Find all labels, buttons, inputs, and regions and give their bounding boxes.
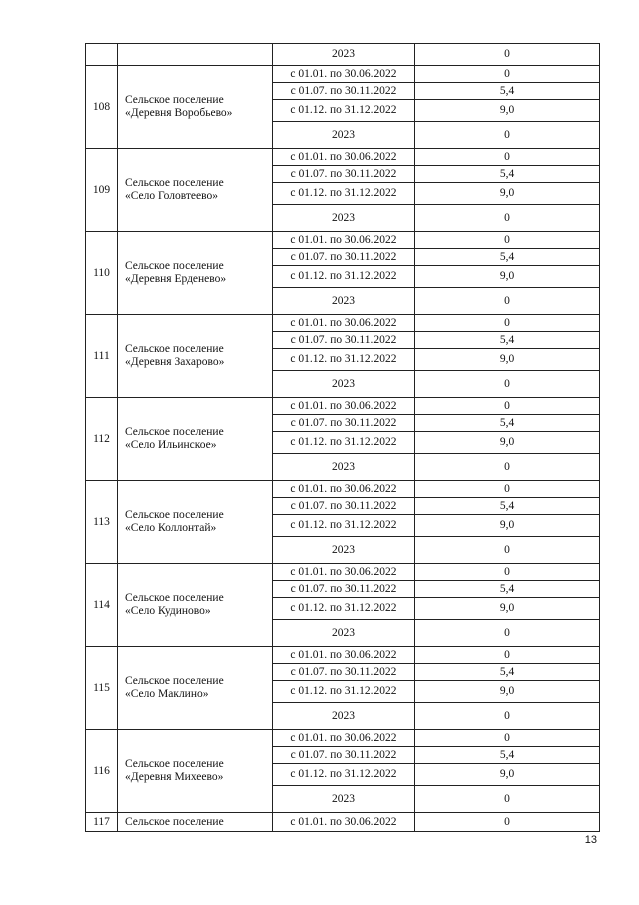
tariff-table — [85, 43, 600, 832]
settlement-name: «Деревня Захарово» — [125, 356, 225, 368]
value-cell: 0 — [415, 122, 600, 149]
settlement-type: Сельское поселение — [125, 426, 224, 438]
value-cell: 0 — [415, 398, 600, 415]
settlement-name-cell — [118, 730, 273, 813]
settlement-name-cell — [118, 149, 273, 232]
number-cell: 116 — [86, 730, 118, 813]
value-cell: 0 — [415, 315, 600, 332]
period-cell: 2023 — [273, 537, 415, 564]
period-cell: с 01.12. по 31.12.2022 — [273, 183, 415, 205]
number-cell: 112 — [86, 398, 118, 481]
settlement-name: «Село Головтеево» — [125, 190, 218, 202]
table-row — [86, 66, 600, 83]
settlement-name: «Село Ильинское» — [125, 439, 217, 451]
table-row — [86, 232, 600, 249]
value-cell: 5,4 — [415, 498, 600, 515]
table-row — [86, 315, 600, 332]
period-cell: с 01.07. по 30.11.2022 — [273, 415, 415, 432]
period-cell: с 01.12. по 31.12.2022 — [273, 681, 415, 703]
period-cell: с 01.01. по 30.06.2022 — [273, 315, 415, 332]
value-cell: 9,0 — [415, 598, 600, 620]
value-cell: 0 — [415, 44, 600, 66]
settlement-name-cell — [118, 232, 273, 315]
value-cell: 0 — [415, 454, 600, 481]
settlement-name-cell — [118, 813, 273, 832]
period-cell: 2023 — [273, 44, 415, 66]
number-cell: 111 — [86, 315, 118, 398]
period-cell: с 01.12. по 31.12.2022 — [273, 266, 415, 288]
settlement-name-cell — [118, 398, 273, 481]
settlement-type: Сельское поселение — [125, 343, 224, 355]
period-cell: с 01.01. по 30.06.2022 — [273, 730, 415, 747]
value-cell: 5,4 — [415, 249, 600, 266]
period-cell: с 01.07. по 30.11.2022 — [273, 166, 415, 183]
settlement-name-cell — [118, 564, 273, 647]
period-cell: с 01.07. по 30.11.2022 — [273, 664, 415, 681]
number-cell: 115 — [86, 647, 118, 730]
period-cell: с 01.12. по 31.12.2022 — [273, 432, 415, 454]
period-cell: 2023 — [273, 205, 415, 232]
number-cell: 114 — [86, 564, 118, 647]
period-cell: с 01.01. по 30.06.2022 — [273, 481, 415, 498]
settlement-type: Сельское поселение — [125, 592, 224, 604]
value-cell: 9,0 — [415, 515, 600, 537]
value-cell: 0 — [415, 703, 600, 730]
table-row — [86, 481, 600, 498]
page-number: 13 — [584, 834, 597, 846]
number-cell: 117 — [86, 813, 118, 832]
settlement-type: Сельское поселение — [125, 509, 224, 521]
period-cell: с 01.01. по 30.06.2022 — [273, 66, 415, 83]
value-cell: 0 — [415, 813, 600, 832]
period-cell: с 01.01. по 30.06.2022 — [273, 149, 415, 166]
value-cell: 0 — [415, 647, 600, 664]
period-cell: с 01.07. по 30.11.2022 — [273, 249, 415, 266]
period-cell: 2023 — [273, 703, 415, 730]
settlement-type: Сельское поселение — [125, 675, 224, 687]
number-cell: 110 — [86, 232, 118, 315]
settlement-name: «Деревня Воробьево» — [125, 107, 233, 119]
value-cell: 0 — [415, 537, 600, 564]
settlement-type: Сельское поселение — [125, 815, 224, 828]
period-cell: 2023 — [273, 454, 415, 481]
table-row — [86, 647, 600, 664]
table-row — [86, 149, 600, 166]
value-cell: 5,4 — [415, 415, 600, 432]
settlement-name: «Деревня Ерденево» — [125, 273, 227, 285]
period-cell: 2023 — [273, 122, 415, 149]
period-cell: с 01.07. по 30.11.2022 — [273, 498, 415, 515]
number-cell: 113 — [86, 481, 118, 564]
value-cell: 0 — [415, 481, 600, 498]
settlement-name: «Село Коллонтай» — [125, 522, 217, 534]
table-row — [86, 564, 600, 581]
period-cell: с 01.01. по 30.06.2022 — [273, 564, 415, 581]
number-cell: 109 — [86, 149, 118, 232]
value-cell: 0 — [415, 205, 600, 232]
number-cell — [86, 44, 118, 66]
period-cell: 2023 — [273, 786, 415, 813]
value-cell: 0 — [415, 149, 600, 166]
settlement-name-cell — [118, 481, 273, 564]
value-cell: 5,4 — [415, 83, 600, 100]
value-cell: 5,4 — [415, 581, 600, 598]
period-cell: с 01.01. по 30.06.2022 — [273, 813, 415, 832]
period-cell: с 01.12. по 31.12.2022 — [273, 515, 415, 537]
value-cell: 0 — [415, 66, 600, 83]
period-cell: с 01.12. по 31.12.2022 — [273, 764, 415, 786]
settlement-type: Сельское поселение — [125, 94, 224, 106]
value-cell: 9,0 — [415, 681, 600, 703]
value-cell: 9,0 — [415, 183, 600, 205]
period-cell: с 01.07. по 30.11.2022 — [273, 83, 415, 100]
period-cell: 2023 — [273, 288, 415, 315]
period-cell: 2023 — [273, 620, 415, 647]
period-cell: с 01.12. по 31.12.2022 — [273, 100, 415, 122]
value-cell: 9,0 — [415, 100, 600, 122]
value-cell: 5,4 — [415, 747, 600, 764]
period-cell: с 01.01. по 30.06.2022 — [273, 232, 415, 249]
period-cell: с 01.12. по 31.12.2022 — [273, 598, 415, 620]
value-cell: 9,0 — [415, 266, 600, 288]
value-cell: 0 — [415, 232, 600, 249]
value-cell: 0 — [415, 564, 600, 581]
period-cell: с 01.01. по 30.06.2022 — [273, 398, 415, 415]
value-cell: 0 — [415, 620, 600, 647]
number-cell: 108 — [86, 66, 118, 149]
settlement-type: Сельское поселение — [125, 177, 224, 189]
table-row — [86, 730, 600, 747]
period-cell: с 01.07. по 30.11.2022 — [273, 581, 415, 598]
table-body — [86, 44, 600, 832]
value-cell: 9,0 — [415, 349, 600, 371]
table-row — [86, 813, 600, 832]
settlement-type: Сельское поселение — [125, 260, 224, 272]
value-cell: 0 — [415, 288, 600, 315]
period-cell: с 01.07. по 30.11.2022 — [273, 332, 415, 349]
settlement-name: «Деревня Михеево» — [125, 771, 224, 783]
value-cell: 5,4 — [415, 332, 600, 349]
value-cell: 0 — [415, 786, 600, 813]
value-cell: 0 — [415, 730, 600, 747]
value-cell: 5,4 — [415, 664, 600, 681]
table-row — [86, 398, 600, 415]
value-cell: 0 — [415, 371, 600, 398]
settlement-name-cell — [118, 315, 273, 398]
value-cell: 5,4 — [415, 166, 600, 183]
settlement-name: «Село Маклино» — [125, 688, 209, 700]
table-row — [86, 44, 600, 66]
settlement-name: «Село Кудиново» — [125, 605, 211, 617]
period-cell: 2023 — [273, 371, 415, 398]
value-cell: 9,0 — [415, 764, 600, 786]
settlement-name-cell — [118, 647, 273, 730]
period-cell: с 01.12. по 31.12.2022 — [273, 349, 415, 371]
value-cell: 9,0 — [415, 432, 600, 454]
period-cell: с 01.07. по 30.11.2022 — [273, 747, 415, 764]
settlement-type: Сельское поселение — [125, 758, 224, 770]
period-cell: с 01.01. по 30.06.2022 — [273, 647, 415, 664]
settlement-name-cell — [118, 66, 273, 149]
name-cell — [118, 44, 273, 66]
